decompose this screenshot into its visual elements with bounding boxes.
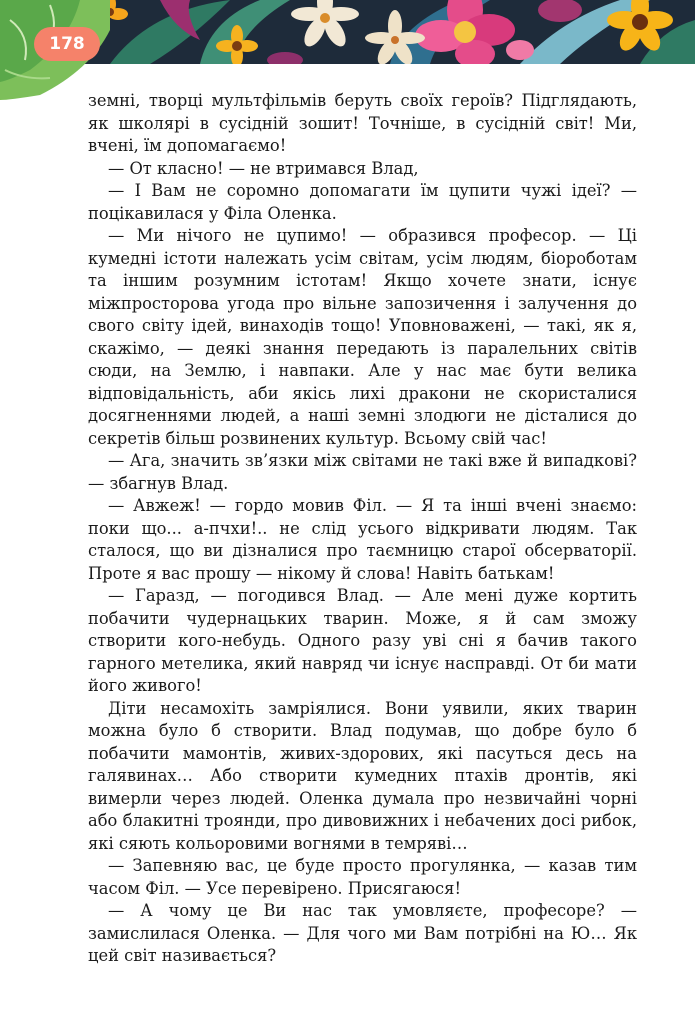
paragraph: земні, творці мультфільмів беруть своїх героїв? Підглядають, як школярі в сусідній зошит! Точніше, в сусідній світ! Ми, вчені, їм допомагаємо! <box>88 91 637 155</box>
paragraph: — А чому це Ви нас так умовляєте, професоре? — замислилася Оленка. — Для чого ми Вам потрібні на Ю… Як цей світ називається? <box>88 901 637 965</box>
paragraph: Діти несамохіть замріялися. Вони уявили, яких тварин можна було б створити. Влад подумав, що добре було б побачити мамонтів, живих-здорових, які пасуться десь на галявинах… Або створити кумедних птахів дронтів, які вимерли через людей. Оленка думала про незвичайні чорні або блакитні троянди, про дивовижних і небачених досі рибок, які сяють кольоровими вогнями в темряві… <box>88 698 637 853</box>
paragraph: — Запевняю вас, це буде просто прогулянка, — казав тим часом Філ. — Усе перевірено. Присягаюся! <box>88 856 637 898</box>
story-text <box>88 90 637 968</box>
paragraph: — І Вам не соромно допомагати їм цупити чужі ідеї? — поцікавилася у Філа Оленка. <box>88 181 637 223</box>
paragraph: — Ми нічого не цупимо! — образився професор. — Ці кумедні істоти належать усім світам, усім людям, біороботам та іншим розумним істотам! Якщо хочете знати, існує міжпросторова угода про вільне запозичення і залучення до свого світу ідей, винаходів тощо! Уповноважені, — такі, як я, скажімо, — деякі знання передають із паралельних світів сюди, на Землю, і навпаки. Але у нас має бути велика відповідальність, аби якісь лихі дракони не скористалися досягненнями людей, а наші земні злодюги не дісталися до секретів більш розвинених культур. Всьому свій час! <box>88 226 637 448</box>
paragraph: — От класно! — не втримався Влад, <box>108 158 419 178</box>
paragraph: — Ага, значить зв’язки між світами не такі вже й випадкові? — збагнув Влад. <box>88 451 637 493</box>
paragraph: — Гаразд, — погодився Влад. — Але мені дуже кортить побачити чудернацьких тварин. Може, я й сам зможу створити кого-небудь. Одного разу уві сні я бачив такого гарного метелика, який навряд чи існує насправді. От би мати його живого! <box>88 586 637 695</box>
paragraph: — Авжеж! — гордо мовив Філ. — Я та інші вчені знаємо: поки що... а-пчхи!.. не слід усього відкривати людям. Так сталося, що ви дізналися про таємницю старої обсерваторії. Проте я вас прошу — нікому й слова! Навіть батькам! <box>88 496 637 583</box>
page-number-badge: 178 <box>34 27 100 61</box>
